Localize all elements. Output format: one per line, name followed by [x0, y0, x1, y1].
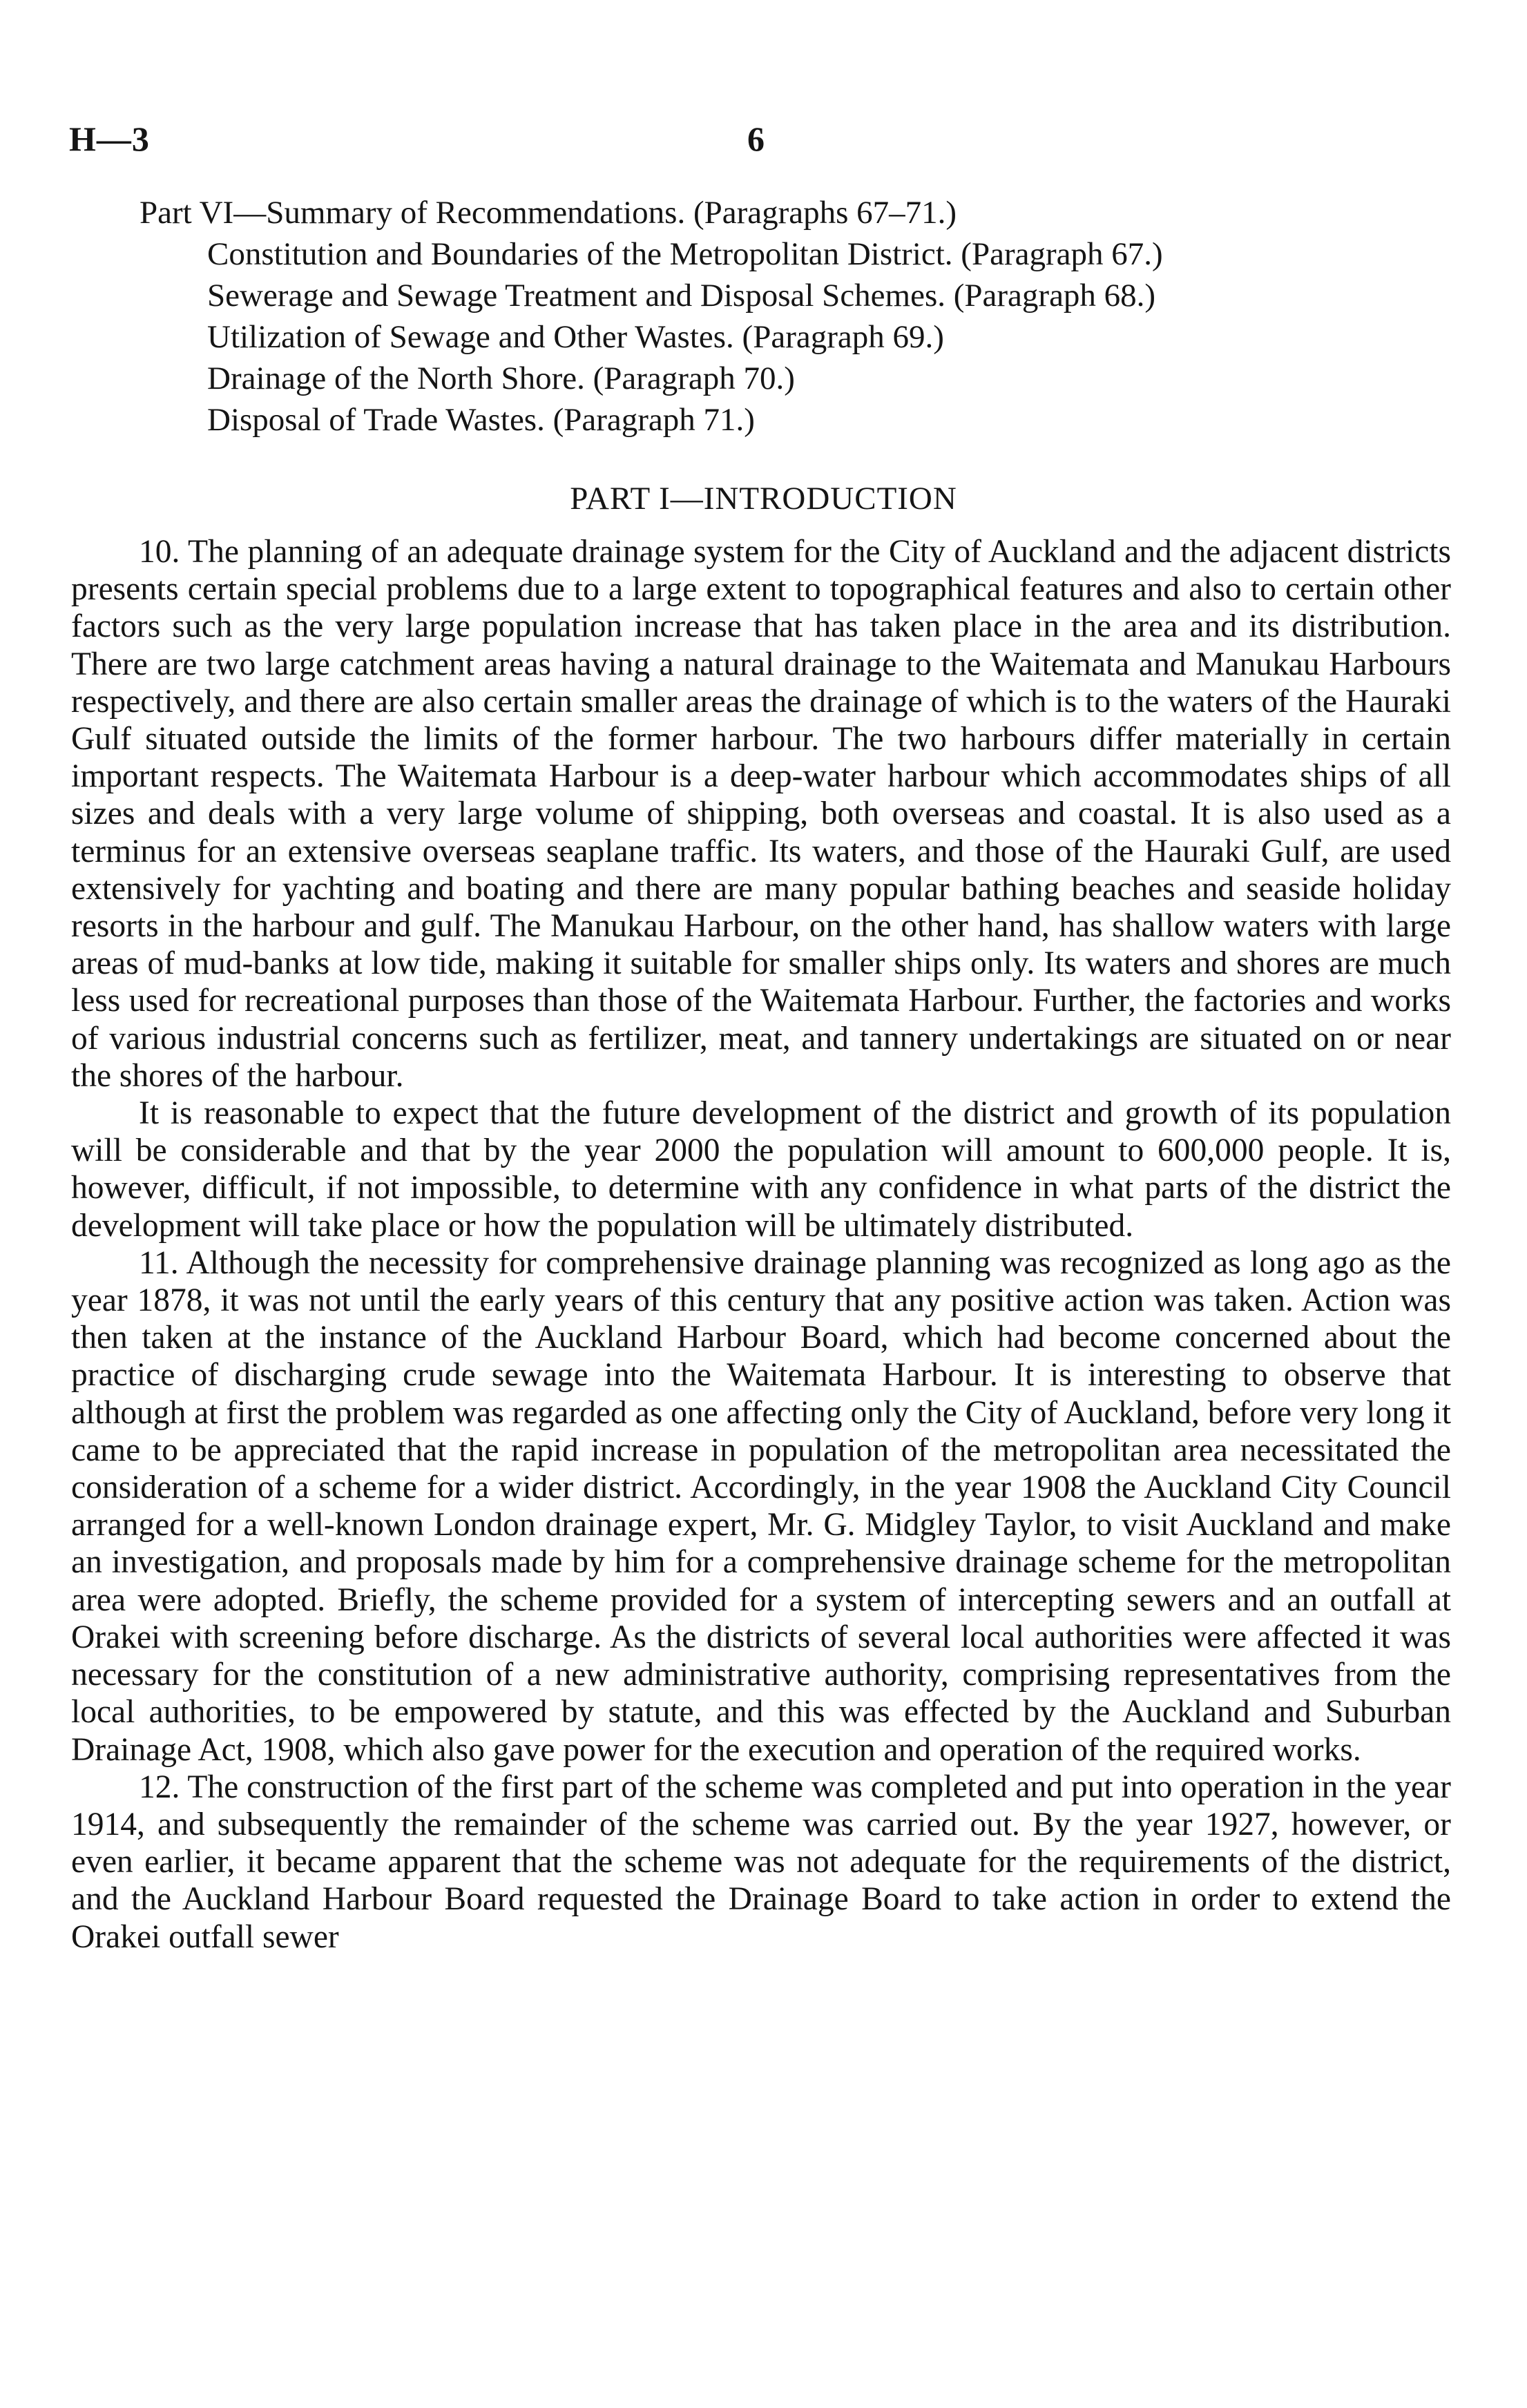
contents-summary: [140, 192, 1452, 441]
summary-item: Drainage of the North Shore. (Paragraph 70.): [207, 360, 795, 396]
summary-item: Constitution and Boundaries of the Metropolitan District. (Paragraph 67.): [207, 236, 1163, 272]
paragraph-10-continued: It is reasonable to expect that the future development of the district and growth of its population will be considerable and that by the year 2000 the population will amount to 600,000 people. It is, however, difficult, if not impossible, to determine with any confidence in what parts of the district the development will take place or how the population will be ultimately distributed.: [71, 1095, 1451, 1244]
page-number: 6: [747, 119, 765, 158]
document-code: H—3: [69, 119, 150, 158]
paragraph-11: 11. Although the necessity for comprehensive drainage planning was recognized as long ago as the year 1878, it was not until the early years of this century that any positive action was taken. Action was then taken at the instance of the Auckland Harbour Board, which had become concerned about the practice of discharging crude sewage into the Waitemata Harbour. It is interesting to observe that although at first the problem was regarded as one affecting only the City of Auckland, before very long it came to be appreciated that the rapid increase in population of the metropolitan area necessitated the consideration of a scheme for a wider district. Accordingly, in the year 1908 the Auckland City Council arranged for a well-known London drainage expert, Mr. G. Midgley Taylor, to visit Auckland and make an investigation, and proposals made by him for a comprehensive drainage scheme for the metropolitan area were adopted. Briefly, the scheme provided for a system of intercepting sewers and an outfall at Orakei with screening before discharge. As the districts of several local authorities were affected it was necessary for the constitution of a new administrative authority, comprising representatives from the local authorities, to be empowered by statute, and this was effected by the Auckland and Suburban Drainage Act, 1908, which also gave power for the execution and operation of the required works.: [71, 1244, 1451, 1768]
summary-item: Sewerage and Sewage Treatment and Disposal Schemes. (Paragraph 68.): [207, 278, 1156, 314]
paragraph-10: 10. The planning of an adequate drainage system for the City of Auckland and the adjacent districts presents certain special problems due to a large extent to topographical features and also to certain other factors such as the very large population increase that has taken place in the area and its distribution. There are two large catchment areas having a natural drainage to the Waitemata and Manukau Harbours respectively, and there are also certain smaller areas the drainage of which is to the waters of the Hauraki Gulf situated outside the limits of the former harbour. The two harbours differ materially in certain important respects. The Waitemata Harbour is a deep-water harbour which accommodates ships of all sizes and deals with a very large volume of shipping, both overseas and coastal. It is also used as a terminus for an extensive overseas seaplane traffic. Its waters, and those of the Hauraki Gulf, are used extensively for yachting and boating and there are many popular bathing beaches and seaside holiday resorts in the harbour and gulf. The Manukau Harbour, on the other hand, has shallow waters with large areas of mud-banks at low tide, making it suitable for smaller ships only. Its waters and shores are much less used for recreational purposes than those of the Waitemata Harbour. Further, the factories and works of various industrial concerns such as fertilizer, meat, and tannery undertakings are situated on or near the shores of the harbour.: [71, 534, 1451, 1094]
summary-part-line: Part VI—Summary of Recommendations. (Paragraphs 67–71.): [140, 195, 957, 231]
body-text: [71, 533, 1451, 1956]
paragraph-12: 12. The construction of the first part of the scheme was completed and put into operation in the year 1914, and subsequently the remainder of the scheme was carried out. By the year 1927, however, or even earlier, it became apparent that the scheme was not adequate for the requirements of the district, and the Auckland Harbour Board requested the Drainage Board to take action in order to extend the Orakei outfall sewer: [71, 1769, 1451, 1955]
summary-item: Utilization of Sewage and Other Wastes. (Paragraph 69.): [207, 319, 944, 355]
part-heading: PART I—INTRODUCTION: [570, 481, 957, 517]
summary-item: Disposal of Trade Wastes. (Paragraph 71.): [207, 402, 755, 438]
